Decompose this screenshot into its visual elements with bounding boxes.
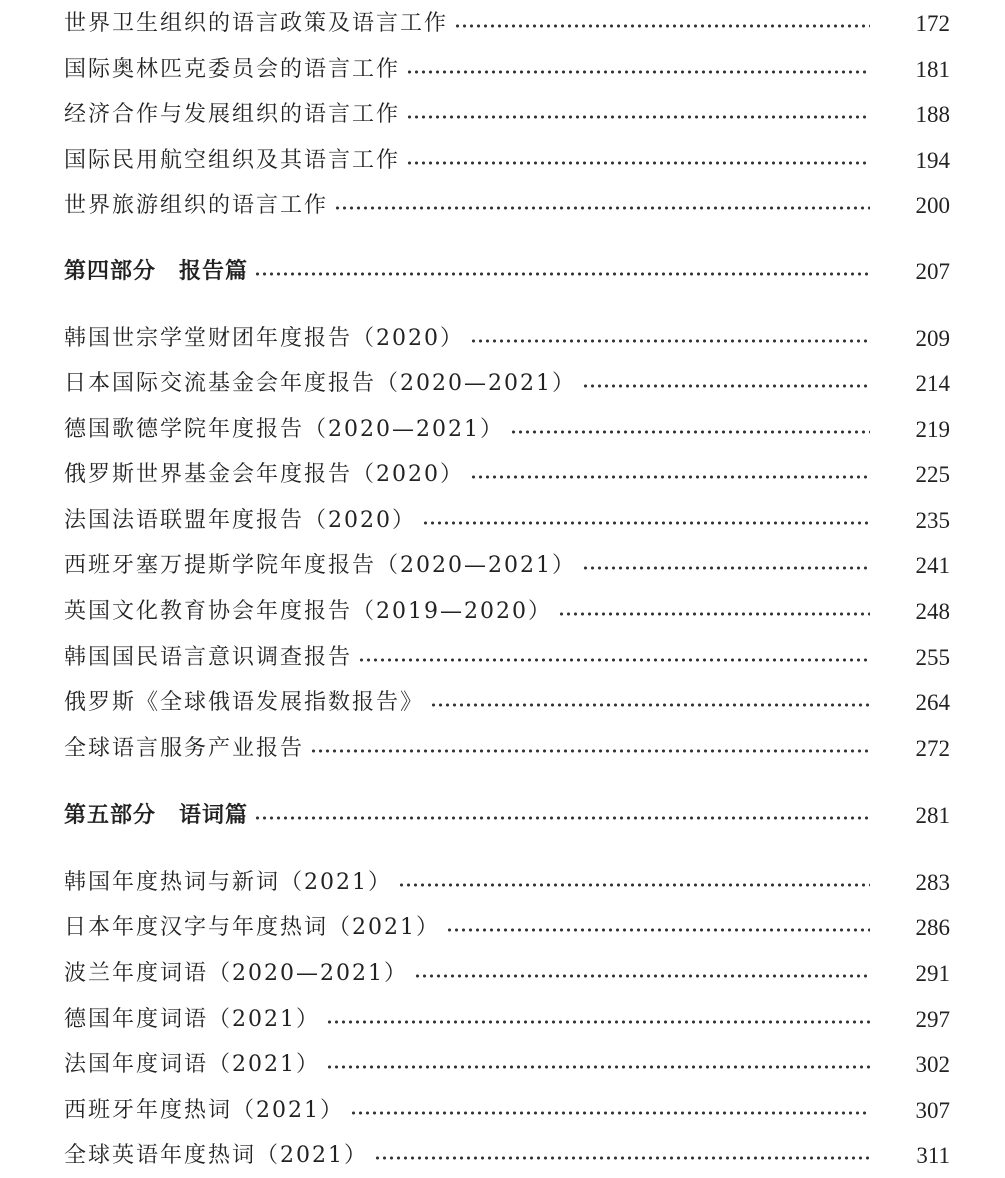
dot-leader [326,1065,870,1069]
toc-entry-page: 194 [915,148,950,173]
toc-entry-page: 291 [915,961,950,986]
toc-entry[interactable] [64,319,950,359]
section-page: 207 [915,259,950,284]
toc-entry[interactable] [64,592,950,632]
toc-entry-title: 韩国国民语言意识调查报告 [64,645,353,670]
toc-entry-page: 264 [915,690,950,715]
toc-section-heading[interactable] [64,796,950,836]
toc-entry-page: 302 [915,1052,950,1077]
dot-leader [582,566,870,570]
toc-entry-page: 272 [915,736,950,761]
dot-leader [558,612,870,616]
toc-entry-title: 波兰年度词语（2020—2021） [64,961,408,986]
section-title: 第四部分 报告篇 [64,259,249,284]
toc-entry[interactable] [64,501,950,541]
toc-entry-title: 英国文化教育协会年度报告（2019—2020） [64,599,552,624]
dot-leader [310,749,870,753]
toc-entry[interactable] [64,186,950,226]
toc-entry-title: 国际民用航空组织及其语言工作 [64,148,401,173]
toc-entry[interactable] [64,638,950,678]
dot-leader [406,70,870,74]
toc-entry[interactable] [64,729,950,769]
section-page: 281 [915,803,950,828]
dot-leader [510,430,870,434]
toc-entry-page: 241 [915,553,950,578]
toc-entry-title: 西班牙塞万提斯学院年度报告（2020—2021） [64,553,576,578]
toc-entry-page: 219 [915,417,950,442]
dot-leader [398,883,870,887]
toc-entry[interactable] [64,455,950,495]
toc-entry-title: 国际奥林匹克委员会的语言工作 [64,57,401,82]
toc-entry-title: 全球语言服务产业报告 [64,736,305,761]
toc-entry-page: 235 [915,508,950,533]
toc-entry-page: 209 [915,326,950,351]
toc-entry-page: 214 [915,371,950,396]
toc-entry[interactable] [64,364,950,404]
toc-entry-page: 181 [915,57,950,82]
toc-entry-title: 全球英语年度热词（2021） [64,1143,368,1168]
toc-entry-page: 255 [915,645,950,670]
toc-entry[interactable] [64,4,950,44]
dot-leader [470,339,870,343]
toc-entry[interactable] [64,908,950,948]
toc-entry-page: 200 [915,193,950,218]
dot-leader [254,816,870,820]
toc-entry[interactable] [64,95,950,135]
toc-entry-page: 172 [915,11,950,36]
toc-entry[interactable] [64,546,950,586]
toc-entry[interactable] [64,1000,950,1040]
dot-leader [326,1020,870,1024]
dot-leader [406,161,870,165]
toc-entry-title: 世界卫生组织的语言政策及语言工作 [64,11,449,36]
toc-entry-title: 法国法语联盟年度报告（2020） [64,508,416,533]
toc-entry[interactable] [64,683,950,723]
toc-entry-title: 世界旅游组织的语言工作 [64,193,329,218]
toc-entry-title: 韩国年度热词与新词（2021） [64,870,392,895]
dot-leader [374,1156,870,1160]
toc-entry-page: 286 [915,915,950,940]
dot-leader [254,272,870,276]
section-title: 第五部分 语词篇 [64,803,249,828]
dot-leader [358,658,870,662]
dot-leader [422,521,870,525]
toc-entry-title: 经济合作与发展组织的语言工作 [64,102,401,127]
toc-entry-page: 188 [915,102,950,127]
dot-leader [406,115,870,119]
toc-entry[interactable] [64,1091,950,1131]
toc-entry-title: 俄罗斯《全球俄语发展指数报告》 [64,690,425,715]
dot-leader [446,928,870,932]
toc-entry-title: 日本国际交流基金会年度报告（2020—2021） [64,371,576,396]
dot-leader [582,384,870,388]
toc-entry[interactable] [64,141,950,181]
toc-entry-page: 283 [915,870,950,895]
toc-entry-title: 德国年度词语（2021） [64,1007,320,1032]
dot-leader [430,703,870,707]
toc-entry[interactable] [64,863,950,903]
toc-entry-title: 德国歌德学院年度报告（2020—2021） [64,417,504,442]
toc-entry[interactable] [64,1136,950,1176]
dot-leader [454,24,870,28]
dot-leader [334,206,870,210]
toc-entry-page: 297 [915,1007,950,1032]
dot-leader [470,475,870,479]
toc-entry-page: 248 [915,599,950,624]
toc-entry-title: 西班牙年度热词（2021） [64,1098,344,1123]
toc-entry[interactable] [64,50,950,90]
toc-entry-title: 韩国世宗学堂财团年度报告（2020） [64,326,464,351]
toc-entry[interactable] [64,954,950,994]
toc-entry-title: 法国年度词语（2021） [64,1052,320,1077]
dot-leader [350,1111,870,1115]
toc-entry-page: 225 [915,462,950,487]
toc-entry-page: 307 [915,1098,950,1123]
toc-entry-page: 311 [916,1143,950,1168]
toc-section-heading[interactable] [64,252,950,292]
toc-entry[interactable] [64,1045,950,1085]
toc-entry-title: 俄罗斯世界基金会年度报告（2020） [64,462,464,487]
toc-entry[interactable] [64,410,950,450]
toc-entry-title: 日本年度汉字与年度热词（2021） [64,915,440,940]
dot-leader [414,974,870,978]
